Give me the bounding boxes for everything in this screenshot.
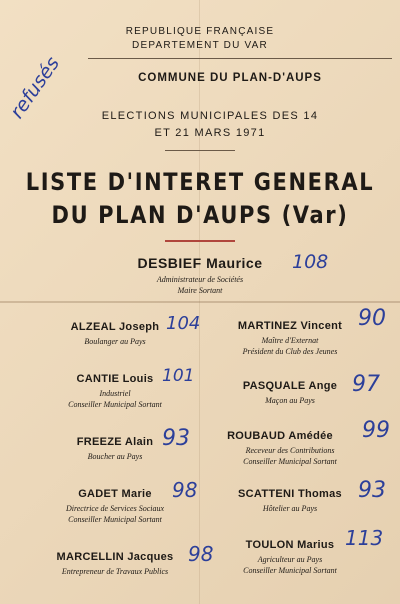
candidate-status: Conseiller Municipal Sortant: [243, 566, 337, 575]
candidate-status: Conseiller Municipal Sortant: [68, 515, 162, 524]
candidate-occupation: Entrepreneur de Travaux Publics: [61, 567, 169, 576]
candidate-name: GADET Marie: [78, 488, 152, 500]
head-candidate-occupation: Administrateur de Sociétés: [156, 275, 244, 284]
list-title-line-1: LISTE D'INTERET GENERAL: [25, 168, 375, 196]
refused-annotation: refusés: [6, 52, 65, 123]
fold-crease-horizontal: [0, 301, 400, 303]
candidate-votes: 99: [362, 418, 390, 443]
title-rule: [165, 240, 235, 242]
commune-line: COMMUNE DU PLAN-D'AUPS: [138, 72, 322, 84]
department-line: DEPARTEMENT DU VAR: [132, 40, 268, 51]
candidate-status: Conseiller Municipal Sortant: [68, 400, 162, 409]
head-candidate-votes: 108: [292, 251, 329, 273]
candidate-name: CANTIE Louis: [76, 373, 154, 385]
candidate-occupation: Boulanger au Pays: [84, 337, 146, 346]
candidate-name: TOULON Marius: [245, 539, 335, 551]
candidate-votes: 93: [162, 426, 190, 451]
head-candidate-status: Maire Sortant: [177, 286, 223, 295]
candidate-name: ALZEAL Joseph: [70, 321, 160, 333]
candidate-occupation: Hôtelier au Pays: [262, 504, 318, 513]
candidate-votes: 113: [345, 526, 384, 550]
candidate-occupation: Receveur des Contributions: [245, 446, 335, 455]
candidate-status: Conseiller Municipal Sortant: [243, 457, 337, 466]
list-title-line-2: DU PLAN D'AUPS (Var): [51, 201, 349, 229]
candidate-votes: 104: [166, 313, 201, 334]
candidate-votes: 93: [358, 478, 386, 503]
candidate-occupation: Boucher au Pays: [87, 452, 143, 461]
candidate-name: FREEZE Alain: [76, 436, 154, 448]
candidate-votes: 101: [162, 366, 195, 386]
candidate-occupation: Directrice de Services Sociaux: [65, 504, 165, 513]
candidate-name: MARCELLIN Jacques: [56, 551, 174, 563]
candidate-votes: 90: [358, 306, 386, 331]
candidate-status: Président du Club des Jeunes: [242, 347, 338, 356]
candidate-occupation: Maçon au Pays: [265, 396, 315, 405]
candidate-occupation: Industriel: [99, 389, 131, 398]
candidate-votes: 98: [172, 478, 198, 502]
candidate-name: MARTINEZ Vincent: [237, 320, 343, 332]
candidate-occupation: Agriculteur au Pays: [257, 555, 323, 564]
candidate-votes: 98: [188, 542, 214, 566]
republic-line: REPUBLIQUE FRANÇAISE: [125, 26, 275, 37]
candidate-votes: 97: [352, 372, 380, 397]
candidate-name: ROUBAUD Amédée: [227, 430, 333, 442]
header-rule: [88, 58, 392, 59]
candidate-occupation: Maître d'Externat: [261, 336, 319, 345]
election-line-2: ET 21 MARS 1971: [154, 127, 266, 139]
head-candidate-name: DESBIEF Maurice: [137, 255, 263, 271]
candidate-name: SCATTENI Thomas: [238, 488, 342, 500]
election-line-1: ELECTIONS MUNICIPALES DES 14: [101, 110, 319, 122]
election-rule: [165, 150, 235, 151]
candidate-name: PASQUALE Ange: [242, 380, 338, 392]
